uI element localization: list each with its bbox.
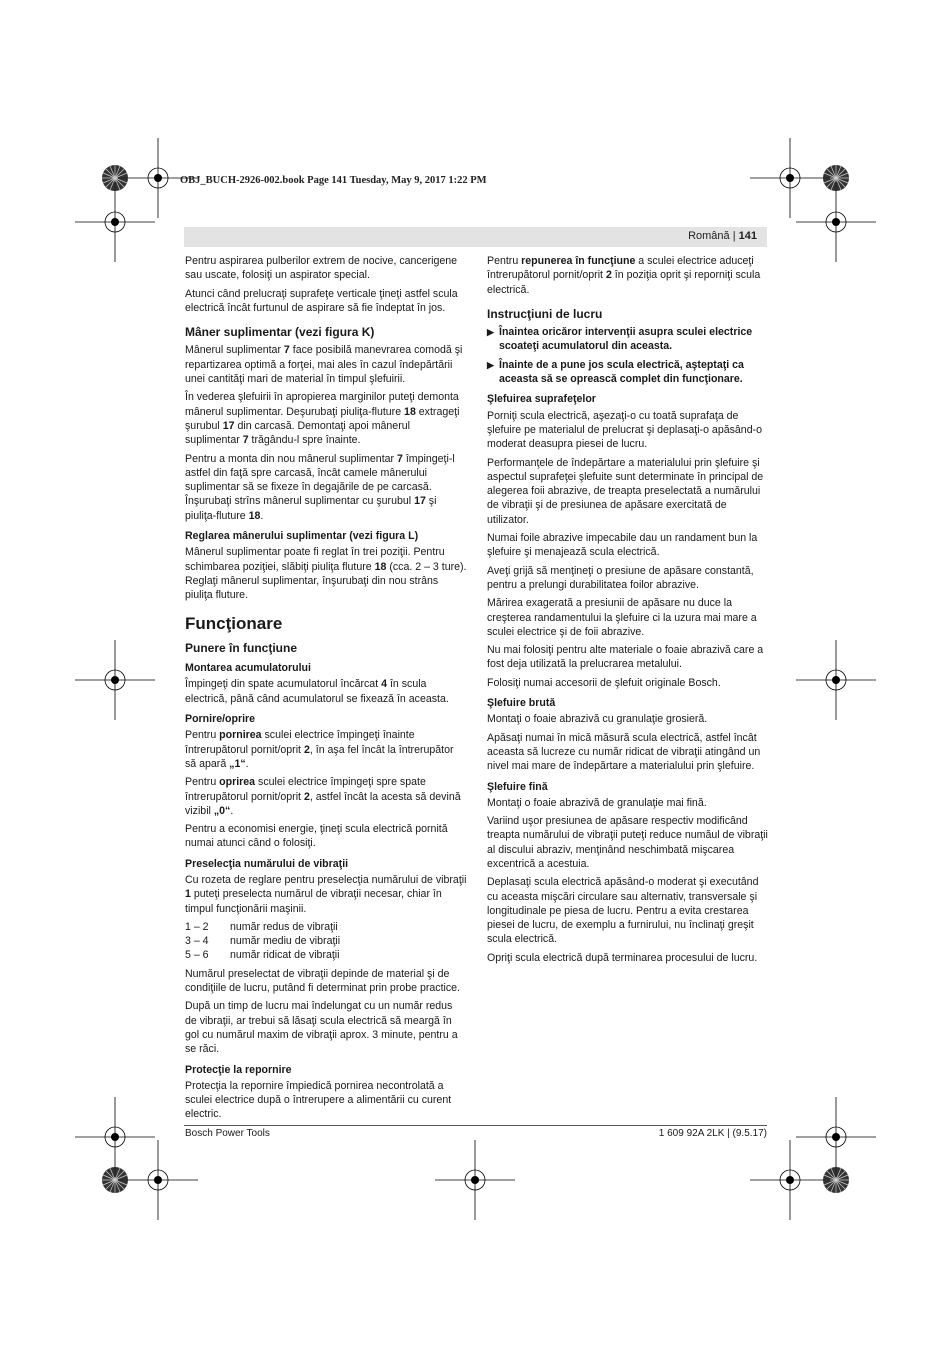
section-heading: Mâner suplimentar (vezi figura K) [185, 325, 375, 340]
footer-divider [184, 1125, 767, 1126]
paragraph: Deplasaţi scula electrică apăsând-o moderat şi executând cu aceasta mişcări circulare sau alternativ, transversale şi longitudinale pe piesa de lucru. Pentru a evita crestarea piesei de lucru, de exemplu a furnirului, nu înclinaţi greşit scula electrică. [487, 876, 759, 946]
header-label: Română | 141 [688, 230, 757, 242]
paragraph: Pentru aspirarea pulberilor extrem de nocive, cancerigene sau uscate, folosiţi un aspirator special. [185, 255, 458, 282]
paragraph: Numărul preselectat de vibraţii depinde de material şi de condiţiile de lucru, putând fi determinat prin probe practice. [185, 967, 461, 995]
paragraph: Pentru pornirea sculei electrice împingeţi înainte întrerupătorul pornit/oprit 2, în aşa fel încât la întrerupător să apară „1“. [185, 729, 454, 770]
subsection-heading: Şlefuire fină [487, 780, 548, 793]
paragraph: Variind uşor presiunea de apăsare respectiv modificând treapta numărului de vibraţii puteţi reduce număul de vibraţii al discului abraziv, menţinând neschimbată mişcarea excentrică a acestuia. [487, 815, 768, 870]
subsection-heading: Protecţie la repornire [185, 1063, 292, 1076]
section-heading: Punere în funcţiune [185, 640, 298, 655]
paragraph: Mărirea exagerată a presiunii de apăsare nu duce la creşterea randamentului la şlefuire ci la uzura mai mare a sculei electrice şi de foii abrazive. [487, 597, 757, 638]
subsection-heading: Montarea acumulatorului [185, 662, 311, 675]
page-header [184, 227, 767, 247]
paragraph: Pentru oprirea sculei electrice împingeţi spre spate întrerupătorul pornit/oprit 2, astfel încât la acesta să devină vizibil „0“. [185, 776, 461, 817]
arrow-icon: ▶ [487, 359, 494, 370]
paragraph: Împingeţi din spate acumulatorul încărcat 4 în scula electrică, până când acumulatorul se fixează în aceasta. [185, 678, 449, 705]
paragraph: Aveţi grijă să menţineţi o presiune de apăsare constantă, pentru a prelungi durabilitatea foilor abrazive. [487, 564, 754, 591]
paragraph: După un timp de lucru mai îndelungat cu un număr redus de vibraţii, ar trebui să lăsaţi scula electrică să meargă în gol cu numărul maxim de vibraţii aprox. 3 minute, pentru a se răci. [185, 1000, 458, 1056]
left-column [185, 254, 467, 1126]
footer-brand: Bosch Power Tools [185, 1128, 270, 1139]
paragraph: Porniţi scula electrică, aşezaţi-o cu toată suprafaţa de şlefuire pe materialul de prelucrat şi deplasaţi-o apăsând-o moderat deasupra piesei de lucru. [487, 409, 763, 451]
list-item: 3 – 4 număr mediu de vibraţii [185, 935, 341, 948]
warning-bullet: ▶ Înaintea oricăror intervenţii asupra sculei electrice scoateţi acumulatorul din aceasta. [487, 326, 753, 353]
list-item: 1 – 2 număr redus de vibraţii [185, 920, 338, 933]
paragraph: Pentru a monta din nou mânerul suplimentar 7 împingeţi-l astfel din faţă spre carcasă, încât camele mânerului suplimentar să se fixeze în degajările de pe carcasă. Înşurubaţi strîns mânerul suplimentar cu şurubul 17 şi piuliţa-fluture 18. [185, 452, 455, 522]
subsection-heading: Şlefuire brută [487, 697, 556, 710]
paragraph: Opriţi scula electrică după terminarea procesului de lucru. [487, 951, 758, 964]
paragraph: Protecţia la repornire împiedică pornirea necontrolată a sculei electrice după o întrerupere a alimentării cu curent electric. [185, 1079, 452, 1121]
paragraph: Mânerul suplimentar poate fi reglat în trei poziţii. Pentru schimbarea poziţiei, slăbiţi piuliţa fluture 18 (cca. 2 – 3 ture). Reglaţi mânerul suplimentar, înşurubaţi din nou strâns piuliţa fluture. [185, 546, 467, 602]
right-column [487, 254, 769, 969]
header-language: Română [688, 230, 730, 242]
paragraph: Montaţi o foaie abrazivă cu granulaţie grosieră. [487, 713, 708, 726]
subsection-heading: Preselecţia numărului de vibraţii [185, 857, 349, 870]
section-heading: Instrucţiuni de lucru [487, 306, 603, 321]
print-info-line: OBJ_BUCH-2926-002.book Page 141 Tuesday, May 9, 2017 1:22 PM [180, 175, 487, 186]
list-item: 5 – 6 număr ridicat de vibraţii [185, 949, 340, 962]
subsection-heading: Reglarea mânerului suplimentar (vezi figura L) [185, 530, 419, 543]
paragraph: Nu mai folosiţi pentru alte materiale o foaie abrazivă care a fost deja utilizată la prelucrarea metalului. [487, 644, 764, 671]
subsection-heading: Şlefuirea suprafeţelor [487, 393, 596, 406]
paragraph: Pentru a economisi energie, ţineţi scula electrică pornită numai atunci când o folosiţi. [185, 823, 448, 850]
paragraph: Performanţele de îndepărtare a materialului prin şlefuire şi aspectul suprafeţei şlefuite sunt determinate în principal de alegerea foii abrazive, de treapta preselectată a numărului de vibraţii şi de presiunea de apăsare exercitată de utilizator. [487, 456, 764, 526]
subsection-heading: Pornire/oprire [185, 713, 256, 726]
paragraph: Folosiţi numai accesorii de şlefuit originale Bosch. [487, 676, 721, 689]
paragraph: Cu rozeta de reglare pentru preselecţia numărului de vibraţii 1 puteţi preselecta numărul de vibraţii necesar, chiar în timpul funcţionării maşinii. [185, 873, 467, 915]
page-number: 141 [738, 230, 757, 242]
paragraph: Numai foile abrazive impecabile dau un randament bun la şlefuire şi menajează scula electrică. [487, 532, 758, 559]
warning-bullet: ▶ Înainte de a pune jos scula electrică, aşteptaţi ca aceasta să se oprească complet din funcţionare. [487, 358, 744, 386]
vibration-range-list [185, 920, 467, 963]
chapter-heading: Funcţionare [185, 613, 283, 633]
arrow-icon: ▶ [487, 327, 494, 338]
paragraph: Apăsaţi numai în mică măsură scula electrică, astfel încât aceasta să lucreze cu număr ridicat de vibraţii atingând un nivel mai mare de îndepărtare a materialului prin şlefuire. [487, 731, 761, 773]
paragraph: Pentru repunerea în funcţiune a sculei electrice aduceţi întrerupătorul pornit/oprit 2 în poziţia oprit şi reporniţi scula electrică. [487, 255, 761, 296]
paragraph: Mânerul suplimentar 7 face posibilă manevrarea comodă şi repartizarea optimă a forţei, mai ales în cazul îndepărtării unei cantităţi mari de material în timpul şlefuirii. [185, 344, 463, 386]
paragraph: Montaţi o foaie abrazivă de granulaţie mai fină. [487, 796, 707, 809]
paragraph: În vederea şlefuirii în apropierea marginilor puteţi demonta mânerul suplimentar. Deşurubaţi piuliţa-fluture 18 extrageţi şurubul 17 din carcasă. Demontaţi apoi mânerul suplimentar 7 trăgându-l spre înainte. [185, 391, 460, 447]
paragraph: Atunci când prelucraţi suprafeţe verticale ţineţi astfel scula electrică încât furtunul de aspirare să fie îndeptat în jos. [185, 287, 458, 314]
footer-doc-number: 1 609 92A 2LK | (9.5.17) [658, 1128, 767, 1139]
